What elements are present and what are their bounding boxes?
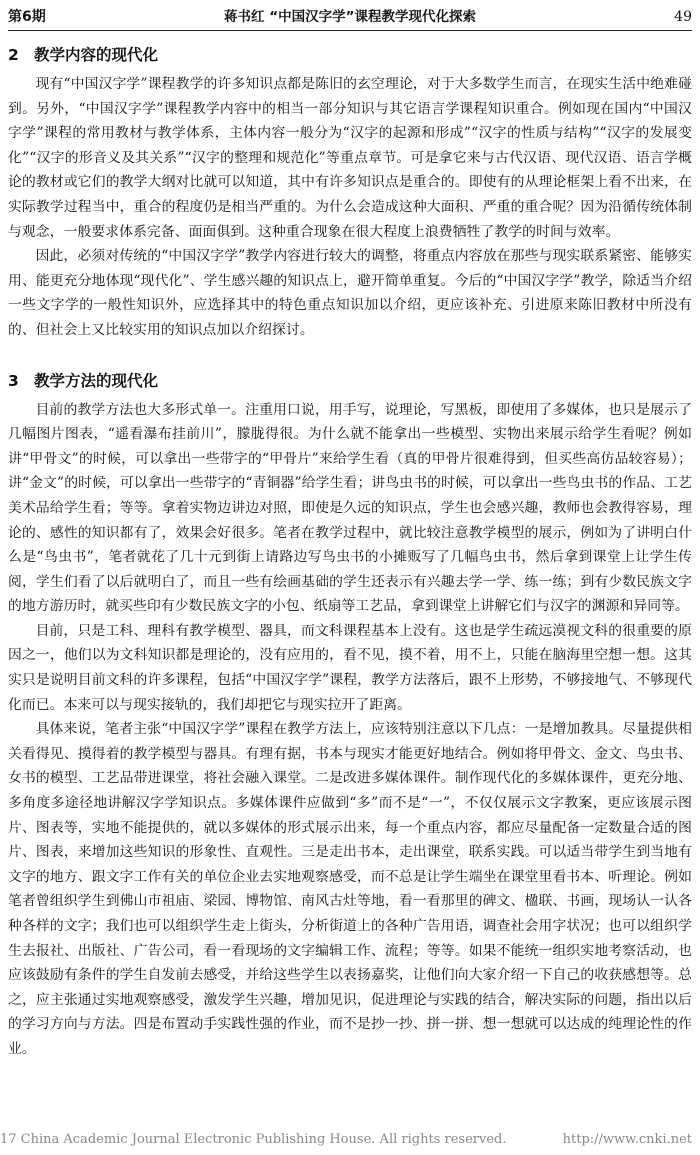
copyright-notice: 17 China Academic Journal Electronic Publishing House. All rights reserved. xyxy=(0,1132,507,1147)
article-body xyxy=(8,38,692,1062)
section-heading xyxy=(8,368,692,394)
header-rule xyxy=(8,30,692,31)
copyright-footer xyxy=(0,1129,692,1151)
paragraph: 目前，只是工科、理科有教学模型、器具，而文科课程基本上没有。这也是学生疏远漠视文科的很重要的原因之一，他们以为文科知识都是理论的，没有应用的，看不见，摸不着，用不上，只能在脑海里空想一想。这其实只是说明目前文科的许多课程，包括“中国汉字学”课程，教学方法落后，跟不上形势，不够接地气、不够现代化而已。本来可以与现实接轨的，我们却把它与现实拉开了距离。 xyxy=(8,622,692,713)
paragraph: 因此，必须对传统的“中国汉字学”教学内容进行较大的调整，将重点内容放在那些与现实联系紧密、能够实用、能更充分地体现“现代化”、学生感兴趣的知识点上，避开简单重复。今后的“中国汉字学”教学，除适当介绍一些文字学的一般性知识外，应选择其中的特色重点知识加以介绍，更应该补充、引进原来陈旧教材中所没有的、但社会上又比较实用的知识点加以介绍探讨。 xyxy=(8,248,692,338)
section-number: 2 xyxy=(8,46,19,64)
section-number: 3 xyxy=(8,371,19,390)
running-header xyxy=(8,6,692,28)
section-title: 教学内容的现代化 xyxy=(34,46,159,64)
running-title: 蒋书红 “中国汉字学”课程教学现代化探索 xyxy=(224,9,476,25)
paragraph: 目前的教学方法也大多形式单一。注重用口说，用手写，说理论，写黑板，即使用了多媒体，也只是展示了几幅图片图表，“遥看瀑布挂前川”，朦胧得很。为什么就不能拿出一些模型、实物出来展示给学生看呢？例如讲“甲骨文”的时候，可以拿出一些带字的“甲骨片”来给学生看（真的甲骨片很难得到，但买些高仿品较容易）；讲“金文”的时候，可以拿出一些带字的“青铜器”给学生看；讲鸟虫书的时候，可以拿出一些鸟虫书的作品、工艺美术品给学生看；等等。拿着实物边讲边对照，即使是久远的知识点，学生也会感兴趣，教师也会教得容易，理论的、感性的知识都有了，效果会好很多。笔者在教学过程中，就比较注意教学模型的展示，例如为了讲明白什么是“鸟虫书”，笔者就花了几十元到街上请路边写鸟虫书的小摊贩写了几幅鸟虫书，然后拿到课堂上让学生传阅，学生们看了以后就明白了，而且一些有绘画基础的学生还表示有兴趣去学一学、练一练；到有少数民族文字的地方游历时，就买些印有少数民族文字的小包、纸扇等工艺品，拿到课堂上讲解它们与汉字的渊源和异同等。 xyxy=(8,401,692,615)
section-spacer xyxy=(8,343,692,364)
publisher-url: http://www.cnki.net xyxy=(562,1132,692,1147)
section-title: 教学方法的现代化 xyxy=(34,371,159,390)
section-method-modernization xyxy=(8,368,692,1062)
paragraph: 现有“中国汉字学”课程教学的许多知识点都是陈旧的玄空理论，对于大多数学生而言，在现实生活中绝难碰到。另外，“中国汉字学”课程教学内容中的相当一部分知识与其它语言学课程知识重合。例如现在国内“中国汉字学”课程的常用教材与教学体系，主体内容一般分为“汉字的起源和形成”“汉字的性质与结构”“汉字的发展变化”“汉字的形音义及其关系”“汉字的整理和规范化”等重点章节。可是拿它来与古代汉语、现代汉语、语言学概论的教材或它们的教学大纲对比就可以知道，其中有许多知识点是重合的。即使有的从理论框架上看不出来，在实际教学过程当中，重合的程度仍是相当严重的。为什么会造成这种大面积、严重的重合呢？因为沿循传统体制与观念，一般要求体系完备、面面俱到。这种重合现象在很大程度上浪费牺牲了教学的时间与效率。 xyxy=(8,76,692,240)
section-content-modernization xyxy=(8,42,692,343)
issue-number: 第6期 xyxy=(8,9,46,25)
page-number: 49 xyxy=(674,9,692,25)
paragraph: 具体来说，笔者主张“中国汉字学”课程在教学方法上，应该特别注意以下几点：一是增加教具。尽量提供相关看得见、摸得着的教学模型与器具。有理有据，书本与现实才能更好地结合。例如将甲骨文、金文、鸟虫书、女书的模型、工艺品带进课堂，将社会融入课堂。二是改进多媒体课件。制作现代化的多媒体课件，更充分地、多角度多途径地讲解汉字学知识点。多媒体课件应做到“多”而不是“一”，不仅仅展示文字教案，更应该展示图片、图表等，实地不能提供的，就以多媒体的形式展示出来，每一个重点内容，都应尽量配备一定数量合适的图片、图表，来增加这些知识的形象性、直观性。三是走出书本，走出课堂，联系实践。可以适当带学生到当地有文字的地方、跟文字工作有关的单位企业去实地观察感受，而不总是让学生端坐在课堂里看书本、听理论。例如笔者曾组织学生到佛山市祖庙、梁园、博物馆、南风古灶等地，看一看那里的碑文、楹联、书画，现场认一认各种各样的文字；我们也可以组织学生走上街头，分析街道上的各种广告用语，调查社会用字状况；也可以组织学生去报社、出版社、广告公司，看一看现场的文字编辑工作、流程；等等。如果不能统一组织实地考察活动，也应该鼓励有条件的学生自发前去感受，并给这些学生以表扬嘉奖，让他们向大家介绍一下自己的收获感想等。总之，应主张通过实地观察感受，激发学生兴趣，增加见识，促进理论与实践的结合，解决实际的问题，指出以后的学习方向与方法。四是布置动手实践性强的作业，而不是抄一抄、拼一拼、想一想就可以达成的纯理论性的作业。 xyxy=(8,721,692,1057)
section-heading xyxy=(8,42,692,68)
